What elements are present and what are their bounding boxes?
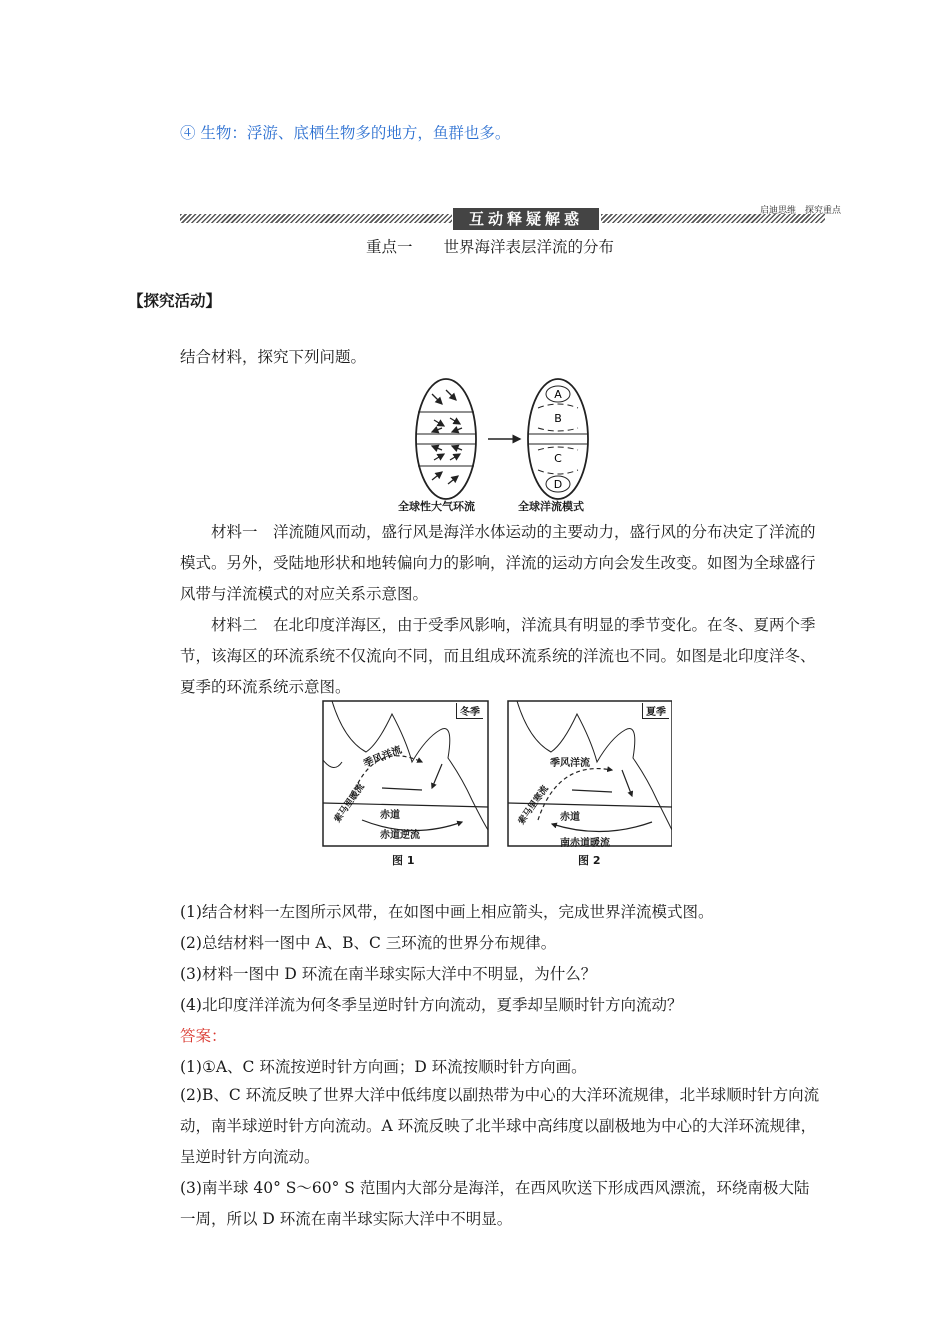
winter-counter-label: 赤道逆流: [380, 830, 420, 841]
summer-equator-label: 赤道: [560, 812, 580, 823]
right-caption: 全球洋流模式: [518, 500, 584, 513]
figure-monsoon-currents: [322, 700, 672, 870]
summer-monsoon-label: 季风洋流: [550, 758, 590, 769]
summer-map: [508, 701, 672, 846]
section-title: 重点一 世界海洋表层洋流的分布: [366, 238, 615, 256]
winter-somali-label: 索马里暖流: [332, 782, 367, 825]
summer-counter-label: 南赤道暖流: [560, 838, 610, 849]
figure-circulation: [390, 374, 620, 519]
monsoon-maps: [322, 700, 672, 870]
activity-heading: 【探究活动】: [128, 292, 222, 310]
label-d: D: [553, 478, 563, 491]
banner-left-hatch: [180, 214, 452, 223]
figure-caption-1: 图 1: [392, 854, 415, 867]
winter-map: [323, 701, 488, 846]
label-b: B: [554, 412, 562, 425]
banner-title: 互动释疑解惑: [453, 208, 599, 230]
summer-somali-label: 索马里寒流: [516, 784, 551, 827]
question-4: (4)北印度洋洋流为何冬季呈逆时针方向流动，夏季却呈顺时针方向流动？: [180, 996, 683, 1014]
answer-1: (1)①A、C 环流按逆时针方向画；D 环流按顺时针方向画。: [180, 1058, 587, 1076]
left-caption: 全球性大气环流: [398, 500, 475, 513]
answer-2: (2)B、C 环流反映了世界大洋中低纬度以副热带为中心的大洋环流规律，北半球顺时针方向流动，南半球逆时针方向流动。A 环流反映了北半球中高纬度以副极地为中心的大洋环流规律，呈逆时针方向流动。: [180, 1086, 820, 1166]
question-2: (2)总结材料一图中 A、B、C 三环流的世界分布规律。: [180, 934, 557, 952]
wind-arrows: [432, 390, 462, 484]
material-one: 材料一 洋流随风而动，盛行风是海洋水体运动的主要动力，盛行风的分布决定了洋流的模式。另外，受陆地形状和地转偏向力的影响，洋流的运动方向会发生改变。如图为全球盛行风带与洋流模式的对应关系示意图。: [180, 523, 816, 603]
left-ellipse: [416, 379, 476, 499]
material-two: 材料二 在北印度洋海区，由于受季风影响，洋流具有明显的季节变化。在冬、夏两个季节，该海区的环流系统不仅流向不同，而且组成环流系统的洋流也不同。如图是北印度洋冬、夏季的环流系统示意图。: [180, 616, 816, 696]
banner-tag: 启迪思维 探究重点: [760, 206, 842, 216]
question-1: (1)结合材料一左图所示风带，在如图中画上相应箭头，完成世界洋流模式图。: [180, 903, 714, 921]
intro-text: 结合材料，探究下列问题。: [180, 348, 367, 366]
winter-equator-label: 赤道: [380, 810, 400, 821]
winter-label: 冬季: [456, 703, 483, 719]
question-3: (3)材料一图中 D 环流在南半球实际大洋中不明显，为什么？: [180, 965, 597, 983]
biology-note: ④ 生物：浮游、底栖生物多的地方，鱼群也多。: [180, 124, 511, 142]
answer-label: 答案：: [180, 1027, 227, 1045]
summer-label: 夏季: [642, 703, 669, 719]
label-a: A: [554, 388, 562, 401]
winter-monsoon-label: 季风洋流: [362, 744, 404, 770]
label-c: C: [554, 452, 562, 465]
figure-caption-2: 图 2: [578, 854, 601, 867]
answer-3: (3)南半球 40° S～60° S 范围内大部分是海洋，在西风吹送下形成西风漂流，环绕南极大陆一周，所以 D 环流在南半球实际大洋中不明显。: [180, 1179, 810, 1228]
